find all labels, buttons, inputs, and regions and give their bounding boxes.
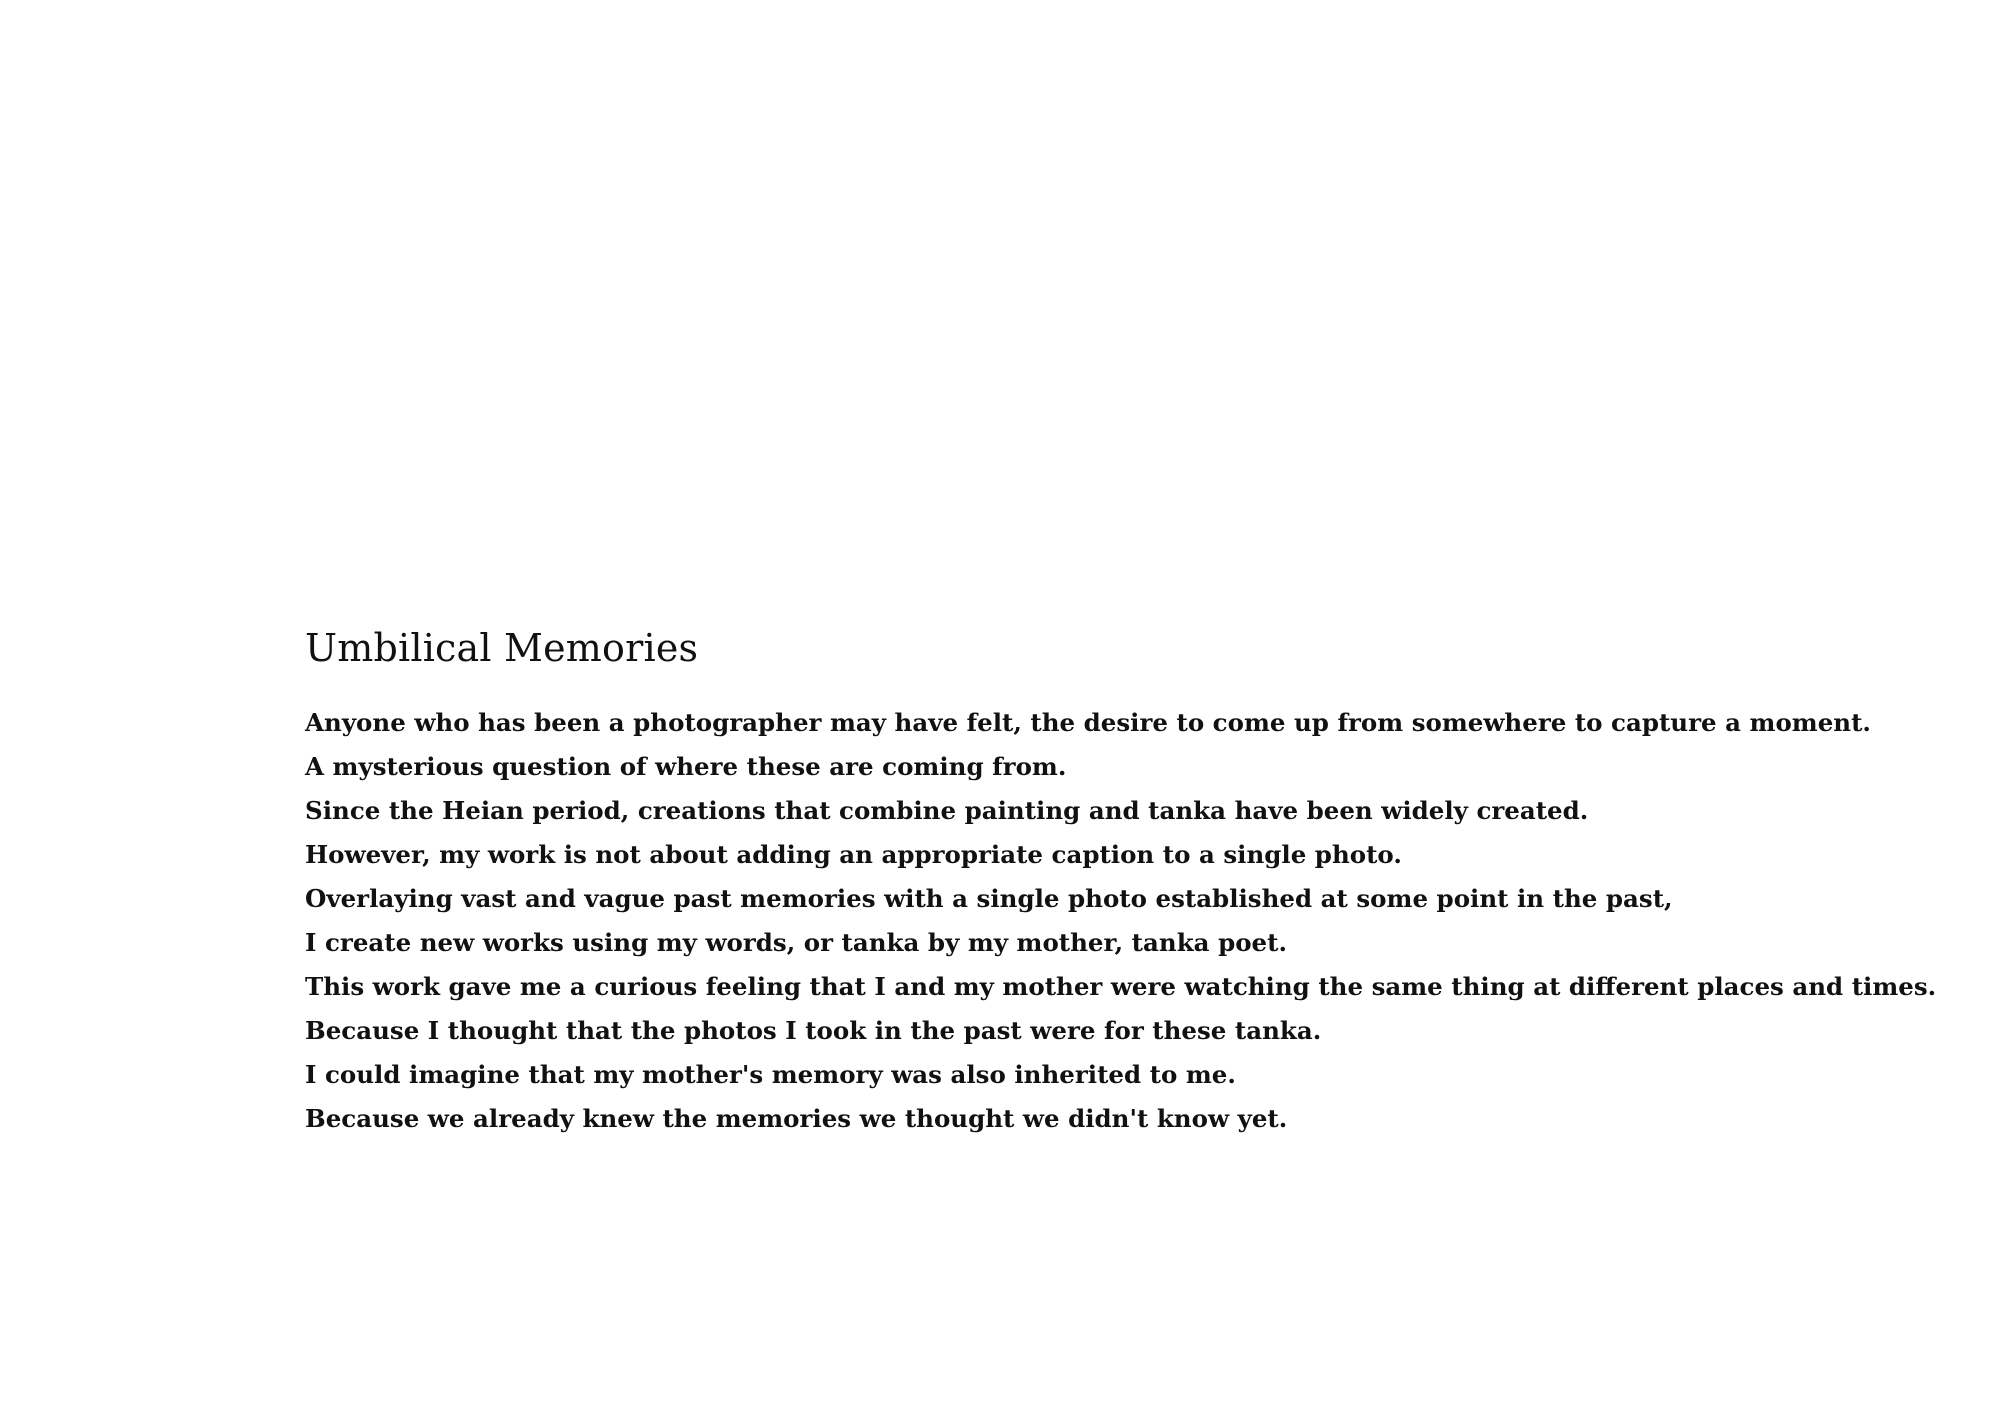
body-line: Anyone who has been a photographer may have felt, the desire to come up from somewhere to capture a moment. bbox=[305, 708, 1871, 737]
document-body bbox=[305, 701, 1937, 1141]
body-line: Since the Heian period, creations that combine painting and tanka have been widely created. bbox=[305, 796, 1589, 825]
body-line: I could imagine that my mother's memory was also inherited to me. bbox=[305, 1060, 1236, 1089]
body-line: A mysterious question of where these are coming from. bbox=[305, 752, 1067, 781]
document-title: Umbilical Memories bbox=[305, 626, 699, 670]
body-line: I create new works using my words, or tanka by my mother, tanka poet. bbox=[305, 928, 1287, 957]
body-line: Because I thought that the photos I took in the past were for these tanka. bbox=[305, 1016, 1322, 1045]
body-line: However, my work is not about adding an appropriate caption to a single photo. bbox=[305, 840, 1402, 869]
body-line: This work gave me a curious feeling that I and my mother were watching the same thing at different places and times. bbox=[305, 972, 1937, 1001]
body-line: Because we already knew the memories we thought we didn't know yet. bbox=[305, 1104, 1288, 1133]
body-line: Overlaying vast and vague past memories with a single photo established at some point in the past, bbox=[305, 884, 1673, 913]
document-content bbox=[305, 620, 1937, 1141]
